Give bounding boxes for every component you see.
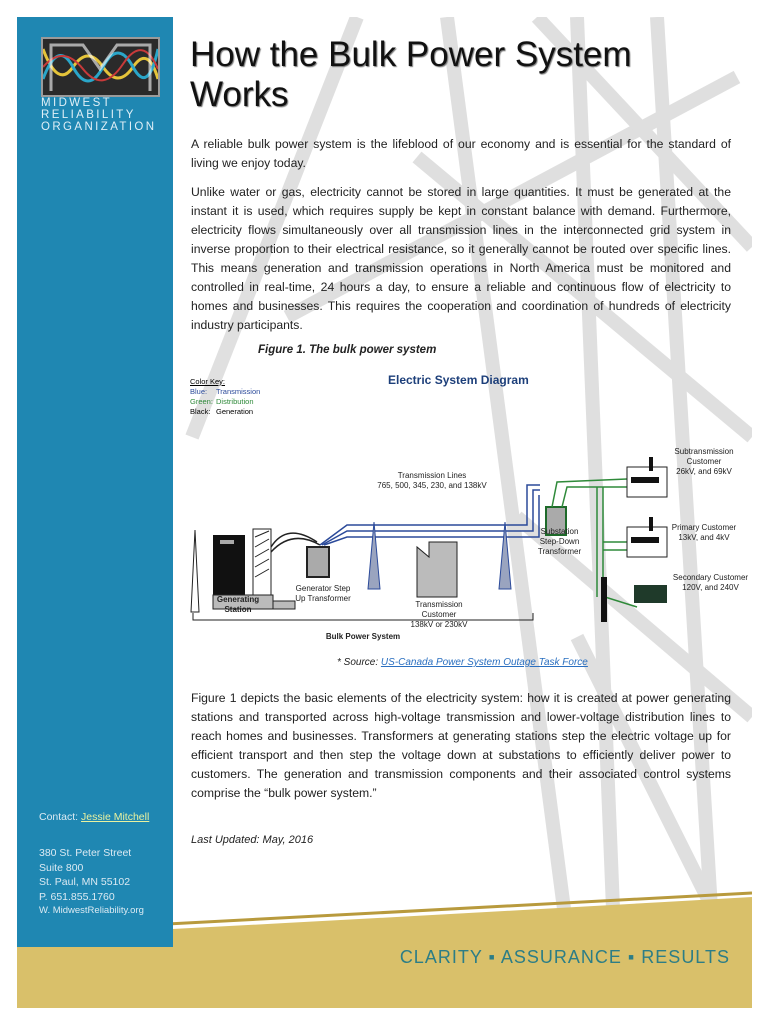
diagram-drawing xyxy=(17,17,752,1008)
logo-line: MIDWEST xyxy=(41,97,113,109)
label-line: Substation xyxy=(540,527,579,536)
source-link[interactable]: US-Canada Power System Outage Task Force xyxy=(380,657,588,668)
label-line: Generator Step xyxy=(295,584,351,593)
contact-link[interactable]: Jessie Mitchell xyxy=(81,811,150,823)
key-heading: Color Key: xyxy=(190,377,226,386)
label-line: Subtransmission xyxy=(674,447,734,456)
last-updated: Last Updated: May, 2016 xyxy=(191,834,314,846)
label-line: Transmission Lines xyxy=(397,471,467,480)
tagline: CLARITY ▪ ASSURANCE ▪ RESULTS xyxy=(399,947,730,967)
title-line: Works xyxy=(190,75,289,114)
key-label: Black: xyxy=(190,407,211,416)
diagram-label: Generating Station xyxy=(216,595,260,614)
label-line: Customer xyxy=(421,610,457,619)
contact-label: Contact: xyxy=(39,811,82,823)
diagram-label xyxy=(669,523,739,543)
label-line: 120V, and 240V xyxy=(682,583,739,592)
figure-description-paragraph: Figure 1 depicts the basic elements of the electricity system: how it is created at power generating stations and transported across high-voltage transmission and lower-voltage distribution lines to reach homes and businesses. Transformers at generating stations step the electric voltage up for efficient transport and then step the voltage down at substations to efficiently deliver power to customers. The generation and transmission components and their associated control systems comprise the “bulk power system.” xyxy=(191,691,731,800)
label-line: Up Transformer xyxy=(295,594,351,603)
diagram-label xyxy=(372,471,492,491)
secondary-customer-house-icon xyxy=(634,585,667,603)
address-line: Suite 800 xyxy=(39,861,84,874)
document-page xyxy=(17,17,752,1008)
address-line: 380 St. Peter Street xyxy=(39,847,132,859)
primary-customer-icon xyxy=(627,517,667,557)
diagram-label: Bulk Power System xyxy=(325,632,401,641)
subtransmission-customer-icon xyxy=(627,457,667,497)
diagram-label xyxy=(669,573,752,593)
label-line: Transformer xyxy=(537,547,582,556)
key-label: Blue: xyxy=(190,387,208,396)
label-line: Primary Customer xyxy=(671,523,737,532)
label-line: 13kV, and 4kV xyxy=(678,533,730,542)
label-line: Secondary Customer xyxy=(672,573,749,582)
diagram-label xyxy=(669,447,739,477)
key-label: Green: xyxy=(190,397,213,406)
key-value: Transmission xyxy=(216,387,261,396)
website: W. MidwestReliability.org xyxy=(39,905,144,916)
key-value: Distribution xyxy=(216,397,254,406)
logo-line: RELIABILITY xyxy=(41,109,136,121)
label-line: 138kV or 230kV xyxy=(410,620,468,629)
key-value: Generation xyxy=(216,407,254,416)
label-line: Transmission xyxy=(415,600,463,609)
label-line: 765, 500, 345, 230, and 138kV xyxy=(377,481,487,490)
diagram-label xyxy=(293,584,353,604)
figure-source xyxy=(337,657,588,668)
transmission-customer-icon xyxy=(417,542,457,597)
source-prefix: * Source: xyxy=(337,657,381,668)
address-line: St. Paul, MN 55102 xyxy=(39,876,131,888)
diagram-title: Electric System Diagram xyxy=(388,373,529,387)
phone: P. 651.855.1760 xyxy=(39,890,115,903)
gsu-transformer-icon xyxy=(307,547,329,577)
label-line: Customer xyxy=(686,457,722,466)
distribution-pole-icon xyxy=(601,577,607,622)
label-line: 26kV, and 69kV xyxy=(676,467,732,476)
title-line: How the Bulk Power System xyxy=(190,35,632,74)
intro-paragraph: A reliable bulk power system is the lifeblood of our economy and is essential for the standard of living we enjoy today. xyxy=(191,137,731,170)
label-line: Step-Down xyxy=(539,537,580,546)
body-paragraph: Unlike water or gas, electricity cannot be stored in large quantities. It must be generated at the instant it is used, which requires supply be kept in constant balance with demand. Furthermore, electricity flows simultaneously over all transmission lines in the interconnected grid system in inverse proportion to their electrical resistance, so it generally cannot be routed over specific lines. This means generation and transmission operations in North America must be monitored and controlled in real-time, 24 hours a day, to ensure a reliable and continuous flow of electricity to homes and businesses. This requires the cooperation and coordination of hundreds of electricity industry participants. xyxy=(191,185,731,332)
logo-line: ORGANIZATION xyxy=(41,121,157,133)
diagram-label xyxy=(532,527,587,557)
figure-caption: Figure 1. The bulk power system xyxy=(258,344,437,356)
diagram-label xyxy=(409,600,469,630)
